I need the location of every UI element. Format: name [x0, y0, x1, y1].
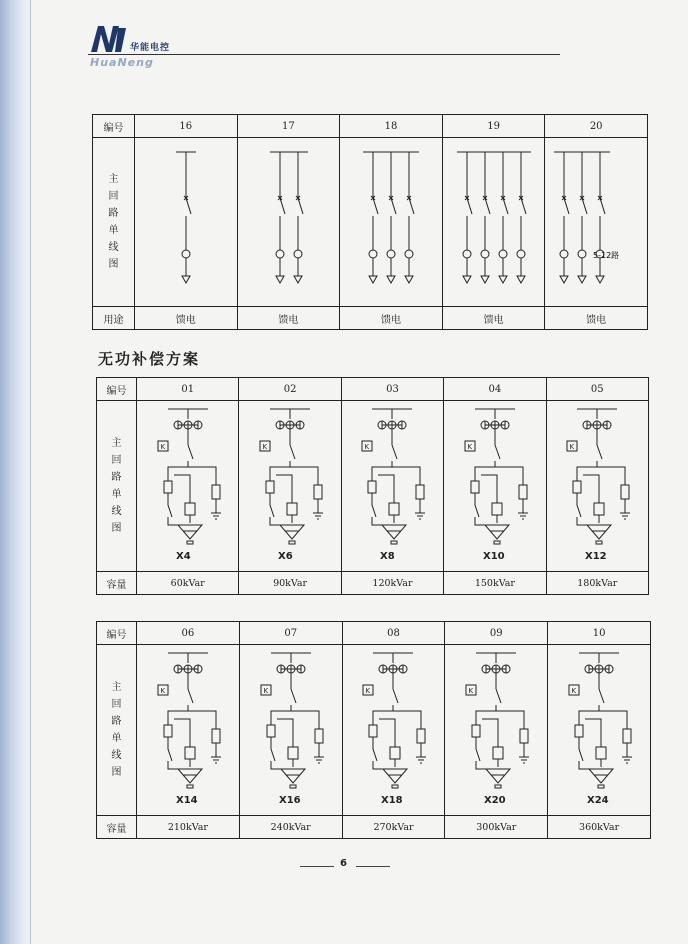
capacity-row	[97, 572, 649, 595]
contactor-switch-icon	[372, 493, 376, 517]
capacitor-tail-icon	[290, 785, 296, 788]
fuse-icon	[267, 725, 275, 737]
compensation-diagram	[137, 401, 239, 572]
usage-value: 馈电	[340, 307, 443, 330]
current-transformer-icon	[276, 250, 284, 258]
current-transformer-icon	[294, 250, 302, 258]
contactor-k-label: K	[364, 443, 370, 451]
arrester-branch-line	[392, 467, 420, 485]
capacity-value: 300kVar	[445, 816, 548, 839]
fuse-icon	[266, 481, 274, 493]
capacity-value: 270kVar	[342, 816, 445, 839]
page-number: 6	[340, 858, 347, 869]
current-transformer-icon	[499, 250, 507, 258]
fuse-icon	[471, 481, 479, 493]
diagram-row-label: 主 回 路 单 线 图	[93, 138, 135, 307]
branch-line	[577, 517, 587, 525]
thermal-relay-icon	[492, 503, 502, 515]
current-transformer-icon	[463, 250, 471, 258]
contactor-k-label: K	[262, 443, 268, 451]
capacity-value: 90kVar	[239, 572, 341, 595]
cable-terminal-icon	[463, 276, 471, 283]
capacity-label: 容量	[97, 572, 137, 595]
contactor-k-label: K	[569, 443, 575, 451]
feeder-diagram	[545, 138, 648, 307]
surge-arrester-icon	[621, 485, 629, 499]
surge-arrester-icon	[416, 485, 424, 499]
cable-terminal-icon	[499, 276, 507, 283]
current-transformer-icon	[387, 250, 395, 258]
stage-multiplier-label: X10	[482, 551, 505, 562]
capacitor-bank-icon	[280, 525, 304, 539]
compensation-diagram	[546, 401, 648, 572]
number-header: 编号	[97, 378, 137, 401]
surge-arrester-icon	[519, 485, 527, 499]
branch-line	[579, 705, 599, 725]
cable-terminal-icon	[182, 276, 190, 283]
isolator-switch-icon	[599, 689, 604, 703]
thermal-relay-icon	[185, 747, 195, 759]
feeder-scheme-table	[92, 114, 648, 330]
ground-icon	[211, 499, 221, 519]
usage-row	[93, 307, 648, 330]
compensation-diagram	[342, 645, 445, 816]
capacitor-bank-icon	[485, 525, 509, 539]
ground-icon	[620, 499, 630, 519]
capacitor-tail-icon	[494, 541, 500, 544]
capacitor-tail-icon	[596, 541, 602, 544]
thermal-relay-icon	[493, 747, 503, 759]
thermal-relay-icon	[288, 747, 298, 759]
breaker-switch-icon	[186, 198, 191, 214]
arrester-branch-line	[495, 467, 523, 485]
huaneng-logo-icon	[88, 22, 128, 56]
fuse-icon	[164, 481, 172, 493]
scheme-number: 16	[135, 115, 238, 138]
isolator-switch-icon	[188, 445, 193, 459]
usage-value: 馈电	[237, 307, 340, 330]
stage-multiplier-label: X6	[278, 551, 293, 562]
cable-terminal-icon	[405, 276, 413, 283]
surge-arrester-icon	[212, 729, 220, 743]
branch-line	[276, 475, 292, 503]
breaker-switch-icon	[467, 198, 472, 214]
feeder-diagram	[237, 138, 340, 307]
branch-line	[271, 761, 281, 769]
fuse-icon	[575, 725, 583, 737]
table-header-row	[97, 622, 651, 645]
branch-line	[373, 705, 393, 725]
capacitor-bank-icon	[587, 525, 611, 539]
ground-icon	[622, 743, 632, 763]
thermal-relay-icon	[596, 747, 606, 759]
surge-arrester-icon	[417, 729, 425, 743]
capacitor-bank-icon	[486, 769, 510, 783]
contactor-switch-icon	[577, 493, 581, 517]
contactor-switch-icon	[271, 737, 275, 761]
branch-line	[378, 475, 394, 503]
cable-terminal-icon	[596, 276, 604, 283]
capacitor-bank-icon	[589, 769, 613, 783]
capacitor-bank-icon	[383, 769, 407, 783]
isolator-switch-icon	[495, 445, 500, 459]
page-number-rule-right	[356, 866, 390, 867]
stage-multiplier-label: X14	[175, 795, 198, 806]
scheme-number: 20	[545, 115, 648, 138]
branch-line	[475, 517, 485, 525]
branch-line	[174, 475, 190, 503]
current-transformer-icon	[369, 250, 377, 258]
scheme-number: 04	[444, 378, 546, 401]
branch-line	[174, 719, 190, 747]
compensation-table-2	[96, 621, 651, 839]
scheme-number: 17	[237, 115, 340, 138]
branch-line	[168, 761, 178, 769]
number-header: 编号	[97, 622, 137, 645]
cable-terminal-icon	[481, 276, 489, 283]
branch-line	[583, 475, 599, 503]
branch-line	[585, 719, 601, 747]
isolator-switch-icon	[392, 445, 397, 459]
breaker-switch-icon	[521, 198, 526, 214]
fuse-icon	[573, 481, 581, 493]
header-rule	[88, 54, 560, 55]
ground-icon	[314, 743, 324, 763]
contactor-k-label: K	[160, 687, 165, 695]
ground-icon	[415, 499, 425, 519]
diagram-row-label: 主 回 路 单 线 图	[97, 401, 137, 572]
arrester-branch-line	[290, 467, 318, 485]
capacity-value: 60kVar	[137, 572, 239, 595]
contactor-k-label: K	[160, 443, 165, 451]
arrester-branch-line	[599, 711, 627, 729]
surge-arrester-icon	[623, 729, 631, 743]
branch-line	[579, 761, 589, 769]
stage-multiplier-label: X12	[585, 551, 607, 562]
current-transformer-icon	[405, 250, 413, 258]
section-title: 无功补偿方案	[98, 350, 201, 368]
surge-arrester-icon	[520, 729, 528, 743]
surge-arrester-icon	[314, 485, 322, 499]
brand-name-en: HuaNeng	[90, 56, 154, 69]
branch-line	[373, 761, 383, 769]
diagram-row	[93, 138, 648, 307]
branch-line	[482, 719, 498, 747]
stage-multiplier-label: X4	[175, 551, 191, 562]
ground-icon	[313, 499, 323, 519]
arrester-branch-line	[393, 711, 421, 729]
compensation-diagram	[239, 401, 341, 572]
scheme-number: 02	[239, 378, 341, 401]
breaker-switch-icon	[391, 198, 396, 214]
compensation-diagram	[444, 401, 546, 572]
capacitor-tail-icon	[391, 541, 397, 544]
compensation-diagram	[341, 401, 443, 572]
breaker-switch-icon	[503, 198, 508, 214]
branch-line	[277, 719, 293, 747]
thermal-relay-icon	[594, 503, 604, 515]
capacitor-bank-icon	[178, 769, 202, 783]
ground-icon	[519, 743, 529, 763]
branch-line	[577, 461, 597, 481]
table-header-row	[97, 378, 649, 401]
scheme-number: 09	[445, 622, 548, 645]
diagram-row	[97, 645, 651, 816]
current-transformer-icon	[578, 250, 586, 258]
capacitor-tail-icon	[289, 541, 295, 544]
breaker-switch-icon	[564, 198, 569, 214]
contactor-switch-icon	[579, 737, 583, 761]
branch-line	[270, 461, 290, 481]
isolator-switch-icon	[290, 445, 295, 459]
branch-line	[168, 705, 188, 725]
usage-label: 用途	[93, 307, 135, 330]
thermal-relay-icon	[390, 747, 400, 759]
stage-multiplier-label: X24	[587, 795, 609, 806]
scheme-number: 01	[137, 378, 239, 401]
capacity-value: 210kVar	[137, 816, 240, 839]
scheme-number: 19	[442, 115, 545, 138]
capacitor-tail-icon	[598, 785, 604, 788]
compensation-diagram	[445, 645, 548, 816]
contactor-k-label: K	[571, 687, 577, 695]
contactor-switch-icon	[168, 493, 172, 517]
fuse-icon	[368, 481, 376, 493]
stage-multiplier-label: X18	[381, 795, 404, 806]
compensation-table-1	[96, 377, 649, 595]
cable-terminal-icon	[560, 276, 568, 283]
breaker-switch-icon	[409, 198, 414, 214]
feeder-diagram	[340, 138, 443, 307]
breaker-switch-icon	[298, 198, 303, 214]
usage-value: 馈电	[545, 307, 648, 330]
cable-terminal-icon	[578, 276, 586, 283]
capacitor-tail-icon	[392, 785, 398, 788]
branch-line	[475, 461, 495, 481]
scheme-number: 05	[546, 378, 648, 401]
compensation-diagram	[239, 645, 342, 816]
contactor-switch-icon	[475, 493, 479, 517]
page-header	[88, 22, 648, 70]
breaker-switch-icon	[582, 198, 587, 214]
book-spine-shadow	[0, 0, 34, 944]
isolator-switch-icon	[393, 689, 398, 703]
branch-line	[481, 475, 497, 503]
diagram-row	[97, 401, 649, 572]
capacity-row	[97, 816, 651, 839]
capacitor-bank-icon	[281, 769, 305, 783]
capacity-value: 180kVar	[546, 572, 648, 595]
branch-line	[270, 517, 280, 525]
scheme-number: 06	[137, 622, 240, 645]
isolator-switch-icon	[597, 445, 602, 459]
ground-icon	[518, 499, 528, 519]
contactor-k-label: K	[365, 687, 371, 695]
branch-line	[476, 761, 486, 769]
thermal-relay-icon	[185, 503, 195, 515]
contactor-switch-icon	[168, 737, 172, 761]
usage-value: 馈电	[135, 307, 238, 330]
stage-multiplier-label: X16	[278, 795, 301, 806]
scheme-number: 08	[342, 622, 445, 645]
ground-icon	[211, 743, 221, 763]
brand-name-cn: 华能电控	[130, 43, 171, 53]
isolator-switch-icon	[496, 689, 501, 703]
capacity-label: 容量	[97, 816, 137, 839]
branch-line	[168, 461, 188, 481]
breaker-switch-icon	[600, 198, 605, 214]
diagram-row-label: 主 回 路 单 线 图	[97, 645, 137, 816]
arrester-branch-line	[597, 467, 625, 485]
contactor-switch-icon	[476, 737, 480, 761]
usage-value: 馈电	[442, 307, 545, 330]
thermal-relay-icon	[287, 503, 297, 515]
isolator-switch-icon	[188, 689, 193, 703]
surge-arrester-icon	[315, 729, 323, 743]
capacitor-bank-icon	[178, 525, 202, 539]
cable-terminal-icon	[517, 276, 525, 283]
current-transformer-icon	[481, 250, 489, 258]
contactor-switch-icon	[373, 737, 377, 761]
contactor-k-label: K	[467, 443, 472, 451]
capacity-value: 360kVar	[548, 816, 651, 839]
contactor-k-label: K	[263, 687, 268, 695]
cable-terminal-icon	[387, 276, 395, 283]
feeder-diagram	[442, 138, 545, 307]
branch-line	[271, 705, 291, 725]
thermal-relay-icon	[389, 503, 399, 515]
scheme-number: 18	[340, 115, 443, 138]
spine-edge	[30, 0, 31, 944]
compensation-diagram	[548, 645, 651, 816]
page-number-rule-left	[300, 866, 334, 867]
stage-multiplier-label: X20	[484, 795, 506, 806]
contactor-k-label: K	[468, 687, 474, 695]
branch-line	[372, 461, 392, 481]
current-transformer-icon	[560, 250, 568, 258]
fuse-icon	[472, 725, 480, 737]
branch-line	[379, 719, 395, 747]
arrester-branch-line	[188, 711, 216, 729]
capacitor-bank-icon	[382, 525, 406, 539]
breaker-switch-icon	[485, 198, 490, 214]
branch-count-note: 5-12路	[593, 251, 620, 260]
surge-arrester-icon	[212, 485, 220, 499]
isolator-switch-icon	[291, 689, 296, 703]
capacitor-tail-icon	[187, 785, 193, 788]
cable-terminal-icon	[276, 276, 284, 283]
scheme-number: 10	[548, 622, 651, 645]
capacity-value: 240kVar	[239, 816, 342, 839]
number-header: 编号	[93, 115, 135, 138]
current-transformer-icon	[182, 250, 190, 258]
capacitor-tail-icon	[187, 541, 193, 544]
fuse-icon	[164, 725, 172, 737]
compensation-diagram	[137, 645, 240, 816]
branch-line	[372, 517, 382, 525]
breaker-switch-icon	[280, 198, 285, 214]
branch-line	[476, 705, 496, 725]
fuse-icon	[369, 725, 377, 737]
cable-terminal-icon	[294, 276, 302, 283]
breaker-switch-icon	[373, 198, 378, 214]
cable-terminal-icon	[369, 276, 377, 283]
arrester-branch-line	[188, 467, 216, 485]
contactor-switch-icon	[270, 493, 274, 517]
feeder-diagram	[135, 138, 238, 307]
stage-multiplier-label: X8	[380, 551, 396, 562]
scheme-number: 07	[239, 622, 342, 645]
ground-icon	[416, 743, 426, 763]
capacity-value: 120kVar	[341, 572, 443, 595]
table-header-row	[93, 115, 648, 138]
arrester-branch-line	[496, 711, 524, 729]
scheme-number: 03	[341, 378, 443, 401]
branch-line	[168, 517, 178, 525]
arrester-branch-line	[291, 711, 319, 729]
capacity-value: 150kVar	[444, 572, 546, 595]
capacitor-tail-icon	[495, 785, 501, 788]
current-transformer-icon	[517, 250, 525, 258]
